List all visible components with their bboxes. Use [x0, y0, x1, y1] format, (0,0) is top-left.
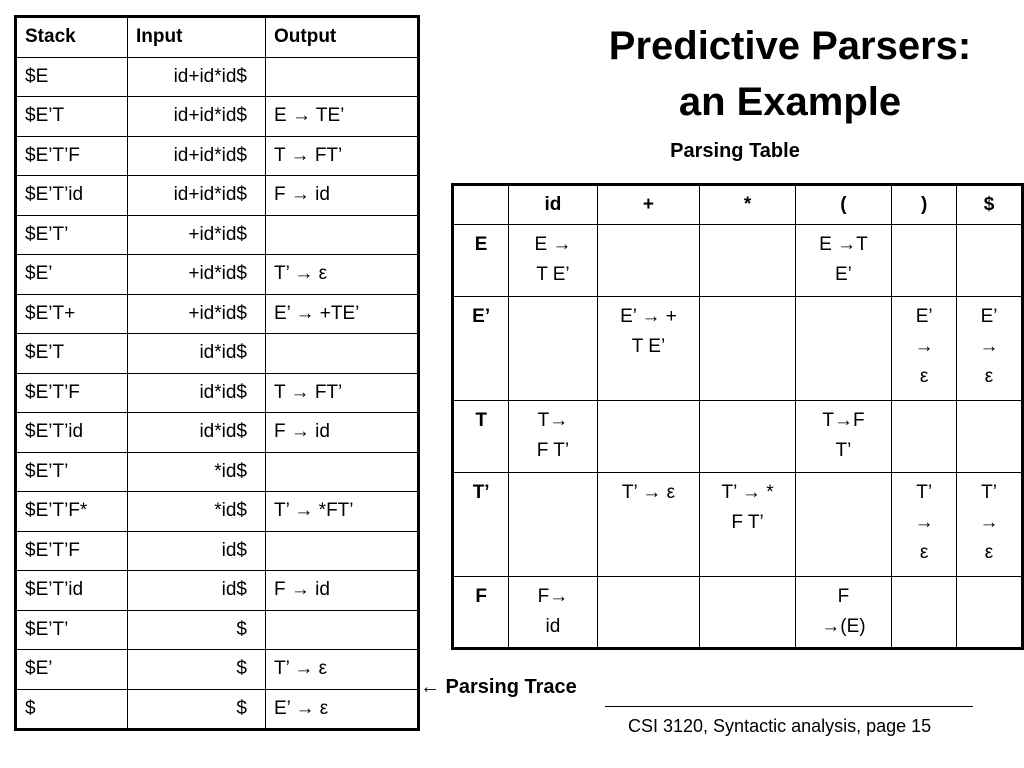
footer-text: CSI 3120, Syntactic analysis, page 15: [628, 716, 932, 736]
trace-row: [16, 689, 419, 730]
parsing-table-production-cell: T’ → ε: [597, 473, 700, 577]
trace-header-output: Output: [266, 17, 419, 58]
parsing-table-production-cell: E → T E’: [509, 225, 597, 297]
trace-input-cell: id*id$: [128, 413, 266, 453]
parsing-table-corner: [453, 185, 509, 225]
parsing-table-row: [453, 297, 1023, 401]
parsing-table-row: [453, 225, 1023, 297]
parsing-table-production-cell: [957, 225, 1023, 297]
trace-output-cell: T’ → *FT’: [266, 492, 419, 532]
parsing-table-nonterminal: F: [453, 577, 509, 649]
trace-output-cell: T’ → ε: [266, 255, 419, 295]
trace-stack-cell: $E’T’id: [16, 413, 128, 453]
trace-output-cell: E’ → ε: [266, 689, 419, 730]
trace-output-cell: E → TE’: [266, 97, 419, 137]
parsing-table-production-cell: [957, 401, 1023, 473]
trace-row: [16, 215, 419, 255]
trace-output-cell: [266, 215, 419, 255]
parsing-table-row: [453, 577, 1023, 649]
trace-stack-cell: $E’T: [16, 334, 128, 374]
trace-output-cell: E’ → +TE’: [266, 294, 419, 334]
trace-stack-cell: $E’T+: [16, 294, 128, 334]
parsing-table-nonterminal: E’: [453, 297, 509, 401]
trace-input-cell: id+id*id$: [128, 176, 266, 216]
trace-row: [16, 334, 419, 374]
title-line-1: Predictive Parsers:: [608, 24, 972, 68]
trace-stack-cell: $E’: [16, 650, 128, 690]
trace-row: [16, 373, 419, 413]
trace-row: [16, 571, 419, 611]
parsing-table-production-cell: T→ F T’: [509, 401, 597, 473]
trace-output-cell: [266, 452, 419, 492]
parsing-table-label: Parsing Table: [670, 140, 800, 162]
parsing-table-nonterminal: T: [453, 401, 509, 473]
parsing-table-production-cell: [957, 577, 1023, 649]
trace-stack-cell: $E’T’: [16, 452, 128, 492]
parsing-table-row: [453, 473, 1023, 577]
trace-input-cell: id*id$: [128, 373, 266, 413]
trace-row: [16, 255, 419, 295]
parsing-table-production-cell: [700, 401, 795, 473]
trace-row: [16, 97, 419, 137]
trace-header-input: Input: [128, 17, 266, 58]
parsing-trace-table: [14, 15, 420, 731]
parsing-table-production-cell: [892, 577, 957, 649]
trace-output-cell: F → id: [266, 413, 419, 453]
trace-row: [16, 176, 419, 216]
trace-input-cell: $: [128, 650, 266, 690]
trace-output-cell: T → FT’: [266, 136, 419, 176]
trace-input-cell: id+id*id$: [128, 97, 266, 137]
slide-title: [560, 18, 1020, 130]
parsing-table-production-cell: E’ → + T E’: [597, 297, 700, 401]
trace-row: [16, 650, 419, 690]
trace-stack-cell: $E’T’F*: [16, 492, 128, 532]
parsing-trace-label: ← Parsing Trace: [420, 676, 577, 698]
parsing-table-terminal-header: +: [597, 185, 700, 225]
trace-output-cell: [266, 334, 419, 374]
parsing-table-production-cell: [597, 225, 700, 297]
parsing-table-production-cell: [509, 473, 597, 577]
trace-stack-cell: $E’T’F: [16, 531, 128, 571]
trace-input-cell: *id$: [128, 492, 266, 532]
trace-header-stack: Stack: [16, 17, 128, 58]
parsing-table-production-cell: [700, 225, 795, 297]
trace-row: [16, 452, 419, 492]
parsing-table-terminal-header: $: [957, 185, 1023, 225]
parsing-table-production-cell: [700, 297, 795, 401]
parsing-table-production-cell: T’ → * F T’: [700, 473, 795, 577]
trace-input-cell: id+id*id$: [128, 136, 266, 176]
trace-stack-cell: $E: [16, 57, 128, 97]
parsing-table-production-cell: E →T E’: [795, 225, 892, 297]
parsing-table-nonterminal: T’: [453, 473, 509, 577]
parsing-table-production-cell: [509, 297, 597, 401]
trace-input-cell: $: [128, 610, 266, 650]
trace-output-cell: [266, 57, 419, 97]
parsing-table-terminal-header: id: [509, 185, 597, 225]
trace-stack-cell: $E’: [16, 255, 128, 295]
parsing-table-production-cell: T→F T’: [795, 401, 892, 473]
trace-input-cell: id$: [128, 571, 266, 611]
trace-stack-cell: $E’T’F: [16, 136, 128, 176]
trace-row: [16, 294, 419, 334]
trace-stack-cell: $E’T’: [16, 215, 128, 255]
parsing-table-production-cell: [795, 297, 892, 401]
trace-input-cell: +id*id$: [128, 294, 266, 334]
parsing-table-production-cell: E’ → ε: [957, 297, 1023, 401]
trace-row: [16, 136, 419, 176]
trace-input-cell: +id*id$: [128, 215, 266, 255]
trace-stack-cell: $E’T’id: [16, 176, 128, 216]
trace-output-cell: [266, 610, 419, 650]
parsing-table-header-row: [453, 185, 1023, 225]
parsing-table-production-cell: [892, 401, 957, 473]
parsing-table-production-cell: F →(E): [795, 577, 892, 649]
parsing-table-terminal-header: (: [795, 185, 892, 225]
trace-input-cell: *id$: [128, 452, 266, 492]
trace-output-cell: F → id: [266, 571, 419, 611]
parsing-table-production-cell: [700, 577, 795, 649]
parsing-table-row: [453, 401, 1023, 473]
trace-row: [16, 413, 419, 453]
trace-row: [16, 57, 419, 97]
trace-output-cell: T → FT’: [266, 373, 419, 413]
trace-stack-cell: $E’T’id: [16, 571, 128, 611]
parsing-table-production-cell: E’ → ε: [892, 297, 957, 401]
trace-output-cell: T’ → ε: [266, 650, 419, 690]
trace-stack-cell: $E’T’F: [16, 373, 128, 413]
parsing-table-production-cell: [597, 577, 700, 649]
trace-stack-cell: $: [16, 689, 128, 730]
trace-output-cell: F → id: [266, 176, 419, 216]
trace-input-cell: id*id$: [128, 334, 266, 374]
parsing-table-production-cell: T’ → ε: [892, 473, 957, 577]
parsing-table-terminal-header: ): [892, 185, 957, 225]
parsing-table-production-cell: [795, 473, 892, 577]
title-line-2: an Example: [678, 80, 902, 124]
parsing-table: [451, 183, 1024, 650]
parsing-table-nonterminal: E: [453, 225, 509, 297]
parsing-table-production-cell: T’ → ε: [957, 473, 1023, 577]
trace-input-cell: id$: [128, 531, 266, 571]
trace-row: [16, 610, 419, 650]
trace-input-cell: +id*id$: [128, 255, 266, 295]
trace-header-row: [16, 17, 419, 58]
parsing-table-production-cell: F→ id: [509, 577, 597, 649]
footer-divider: [605, 706, 973, 707]
trace-stack-cell: $E’T: [16, 97, 128, 137]
trace-output-cell: [266, 531, 419, 571]
parsing-table-production-cell: [597, 401, 700, 473]
parsing-table-terminal-header: *: [700, 185, 795, 225]
trace-stack-cell: $E’T’: [16, 610, 128, 650]
trace-input-cell: id+id*id$: [128, 57, 266, 97]
parsing-table-production-cell: [892, 225, 957, 297]
trace-row: [16, 531, 419, 571]
trace-input-cell: $: [128, 689, 266, 730]
trace-row: [16, 492, 419, 532]
